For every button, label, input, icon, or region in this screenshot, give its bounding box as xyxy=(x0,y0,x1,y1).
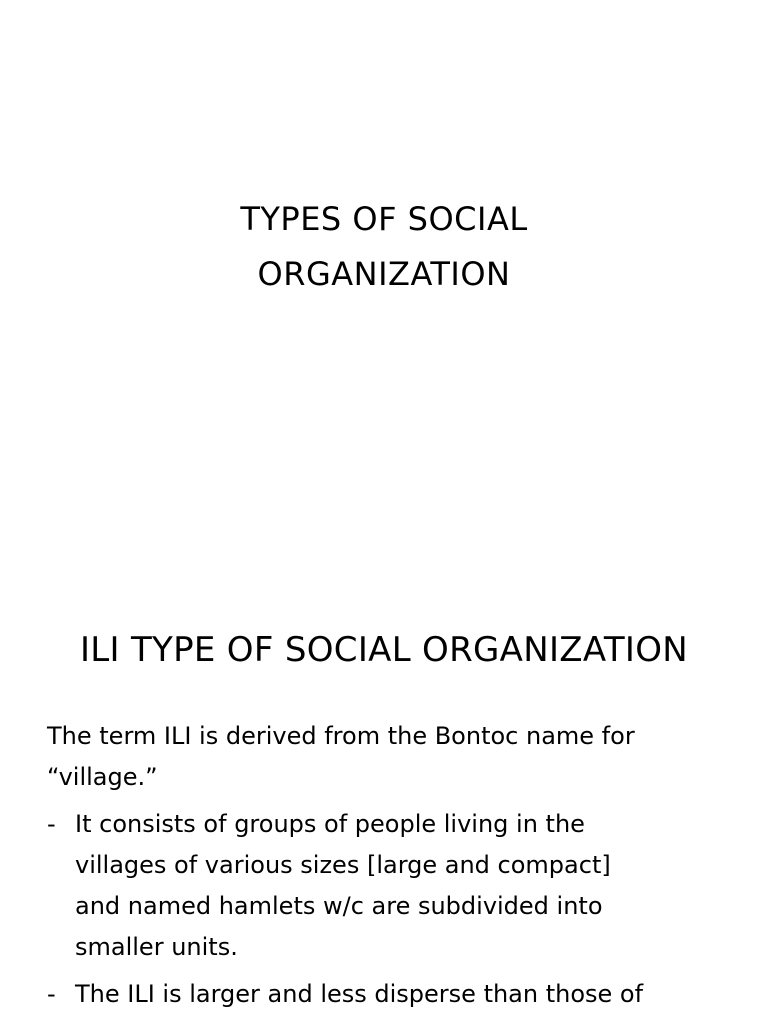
bullet-line: villages of various sizes [large and compact] xyxy=(75,851,611,879)
bullet-line: The ILI is larger and less disperse than those of xyxy=(75,980,644,1008)
bullet-marker: - xyxy=(47,810,56,838)
slide-heading: ILI TYPE OF SOCIAL ORGANIZATION xyxy=(79,630,689,670)
slide-body xyxy=(47,716,747,1021)
intro-paragraph xyxy=(47,716,747,798)
bullet-line: It consists of groups of people living in the xyxy=(75,810,585,838)
bullet-line: and named hamlets w/c are subdivided into xyxy=(75,892,603,920)
bullet-item-1 xyxy=(47,804,747,968)
intro-line: “village.” xyxy=(47,763,158,791)
slide-title-text xyxy=(0,192,768,302)
bullet-marker: - xyxy=(47,980,56,1008)
slide-ili xyxy=(0,576,768,1024)
intro-line: The term ILI is derived from the Bontoc name for xyxy=(47,722,635,750)
bullet-line: smaller units. xyxy=(75,933,238,961)
title-line-2: ORGANIZATION xyxy=(257,255,511,293)
title-line-1: TYPES OF SOCIAL xyxy=(240,200,528,238)
bullet-item-2 xyxy=(47,974,747,1015)
